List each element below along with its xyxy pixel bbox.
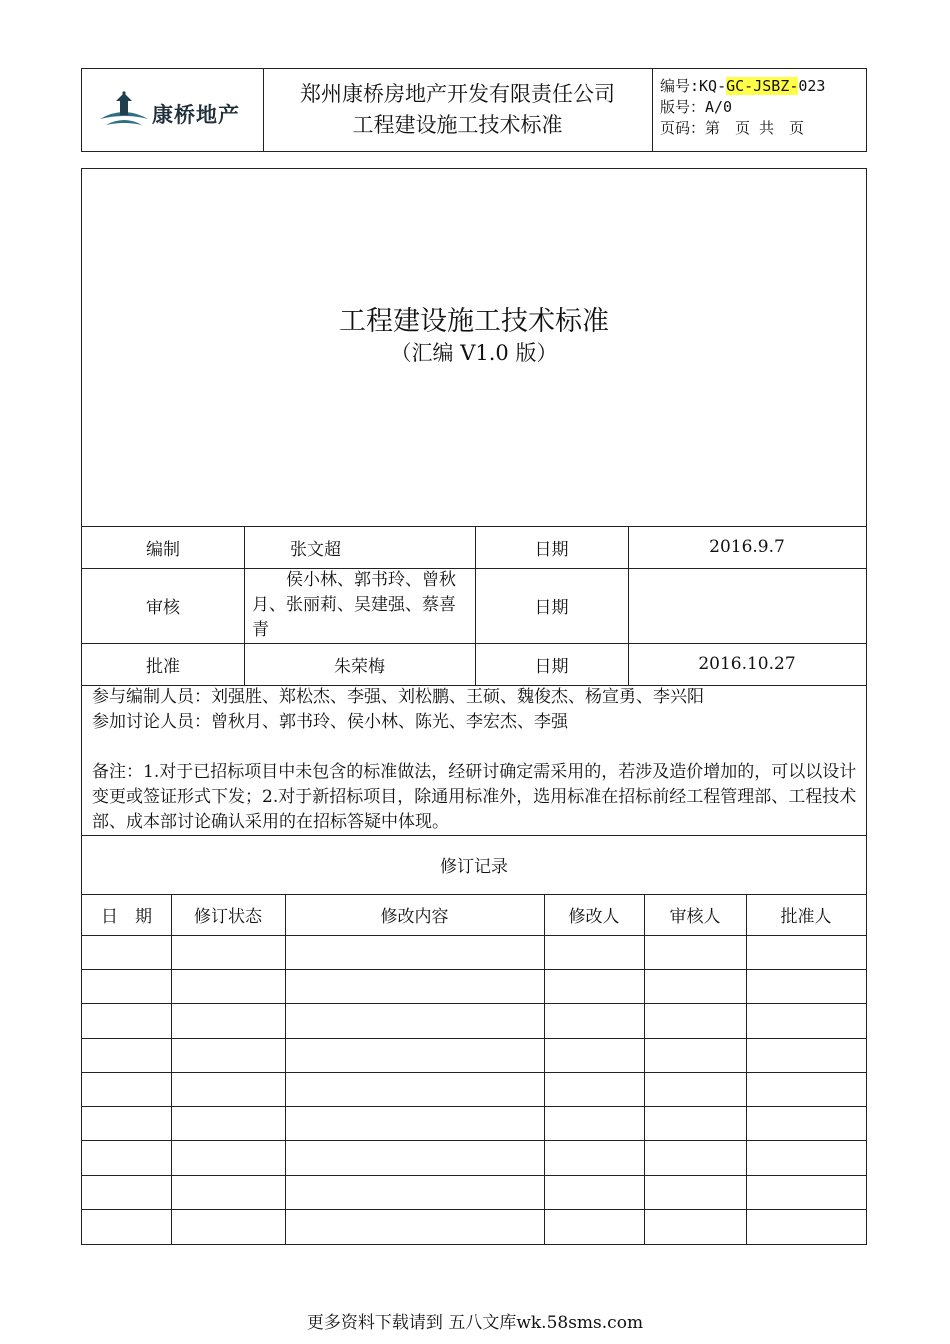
- code-prefix: 编号:KQ-: [660, 77, 727, 95]
- column-header-date: 日 期: [101, 907, 152, 927]
- company-name: 郑州康桥房地产开发有限责任公司: [300, 82, 615, 106]
- approve-label: 批准: [146, 656, 180, 677]
- approve-date-label: 日期: [534, 656, 569, 677]
- approve-date: 2016.10.27: [698, 654, 796, 674]
- column-header-content: 修改内容: [380, 907, 449, 927]
- divider: [82, 969, 866, 970]
- main-form: [81, 168, 867, 1245]
- divider: [171, 894, 172, 1244]
- logo-cell: [82, 69, 264, 151]
- standard-title: 工程建设施工技术标准: [352, 113, 563, 137]
- divider: [82, 1140, 866, 1141]
- column-header-approver: 批准人: [780, 907, 832, 927]
- document-code: [660, 76, 866, 97]
- divider: [82, 1209, 866, 1210]
- review-date: [628, 568, 866, 643]
- divider: [82, 1038, 866, 1039]
- cover-subtitle: （汇编 V1.0 版）: [390, 341, 558, 365]
- company-logo-icon: [98, 91, 150, 131]
- compile-person: 张文超: [290, 539, 341, 560]
- divider: [746, 894, 747, 1244]
- code-highlight: GC-JSBZ-: [726, 77, 799, 95]
- column-header-modifier: 修改人: [568, 907, 620, 927]
- column-header-reviewer: 审核人: [669, 907, 721, 927]
- divider: [82, 935, 866, 936]
- logo-text: 康桥地产: [152, 103, 240, 127]
- cover-title: 工程建设施工技术标准: [339, 306, 609, 337]
- divider: [82, 1175, 866, 1176]
- notes-block: [92, 685, 858, 835]
- divider: [82, 1072, 866, 1073]
- review-date-label: 日期: [534, 598, 569, 618]
- divider: [644, 894, 645, 1244]
- divider: [285, 894, 286, 1244]
- revision-title: 修订记录: [440, 857, 508, 877]
- divider: [544, 894, 545, 1244]
- column-header-status: 修订状态: [194, 907, 262, 927]
- compile-date-label: 日期: [534, 539, 569, 560]
- remark-text: 备注：1.对于已招标项目中未包含的标准做法，经研讨确定需采用的，若涉及造价增加的，可以以设计变更或签证形式下发；2.对于新招标项目，除通用标准外，选用标准在招标前经工程管理部、工程技术部、成本部讨论确认采用的在招标答疑中体现。: [92, 762, 857, 832]
- divider: [82, 1003, 866, 1004]
- compile-label: 编制: [146, 539, 180, 560]
- divider: [82, 1106, 866, 1107]
- header-title-cell: [263, 69, 653, 151]
- approve-person: 朱荣梅: [334, 656, 385, 677]
- review-label: 审核: [146, 598, 180, 618]
- participants-text: 参与编制人员：刘强胜、郑松杰、李强、刘松鹏、王硕、魏俊杰、杨宣勇、李兴阳: [92, 687, 704, 707]
- footer-link[interactable]: 更多资料下载请到 五八文库wk.58sms.com: [306, 1313, 644, 1333]
- document-header: [81, 68, 867, 152]
- document-page: 页码：第 页 共 页: [660, 119, 805, 137]
- review-person: 侯小林、郭书玲、曾秋月、张丽莉、吴建强、蔡喜青: [252, 570, 456, 640]
- code-suffix: 023: [798, 77, 826, 95]
- compile-date: 2016.9.7: [709, 537, 785, 557]
- discussants-text: 参加讨论人员：曾秋月、郭书玲、侯小林、陈光、李宏杰、李强: [92, 712, 568, 732]
- document-version: 版号：A/0: [660, 98, 733, 116]
- document-meta: [652, 69, 866, 158]
